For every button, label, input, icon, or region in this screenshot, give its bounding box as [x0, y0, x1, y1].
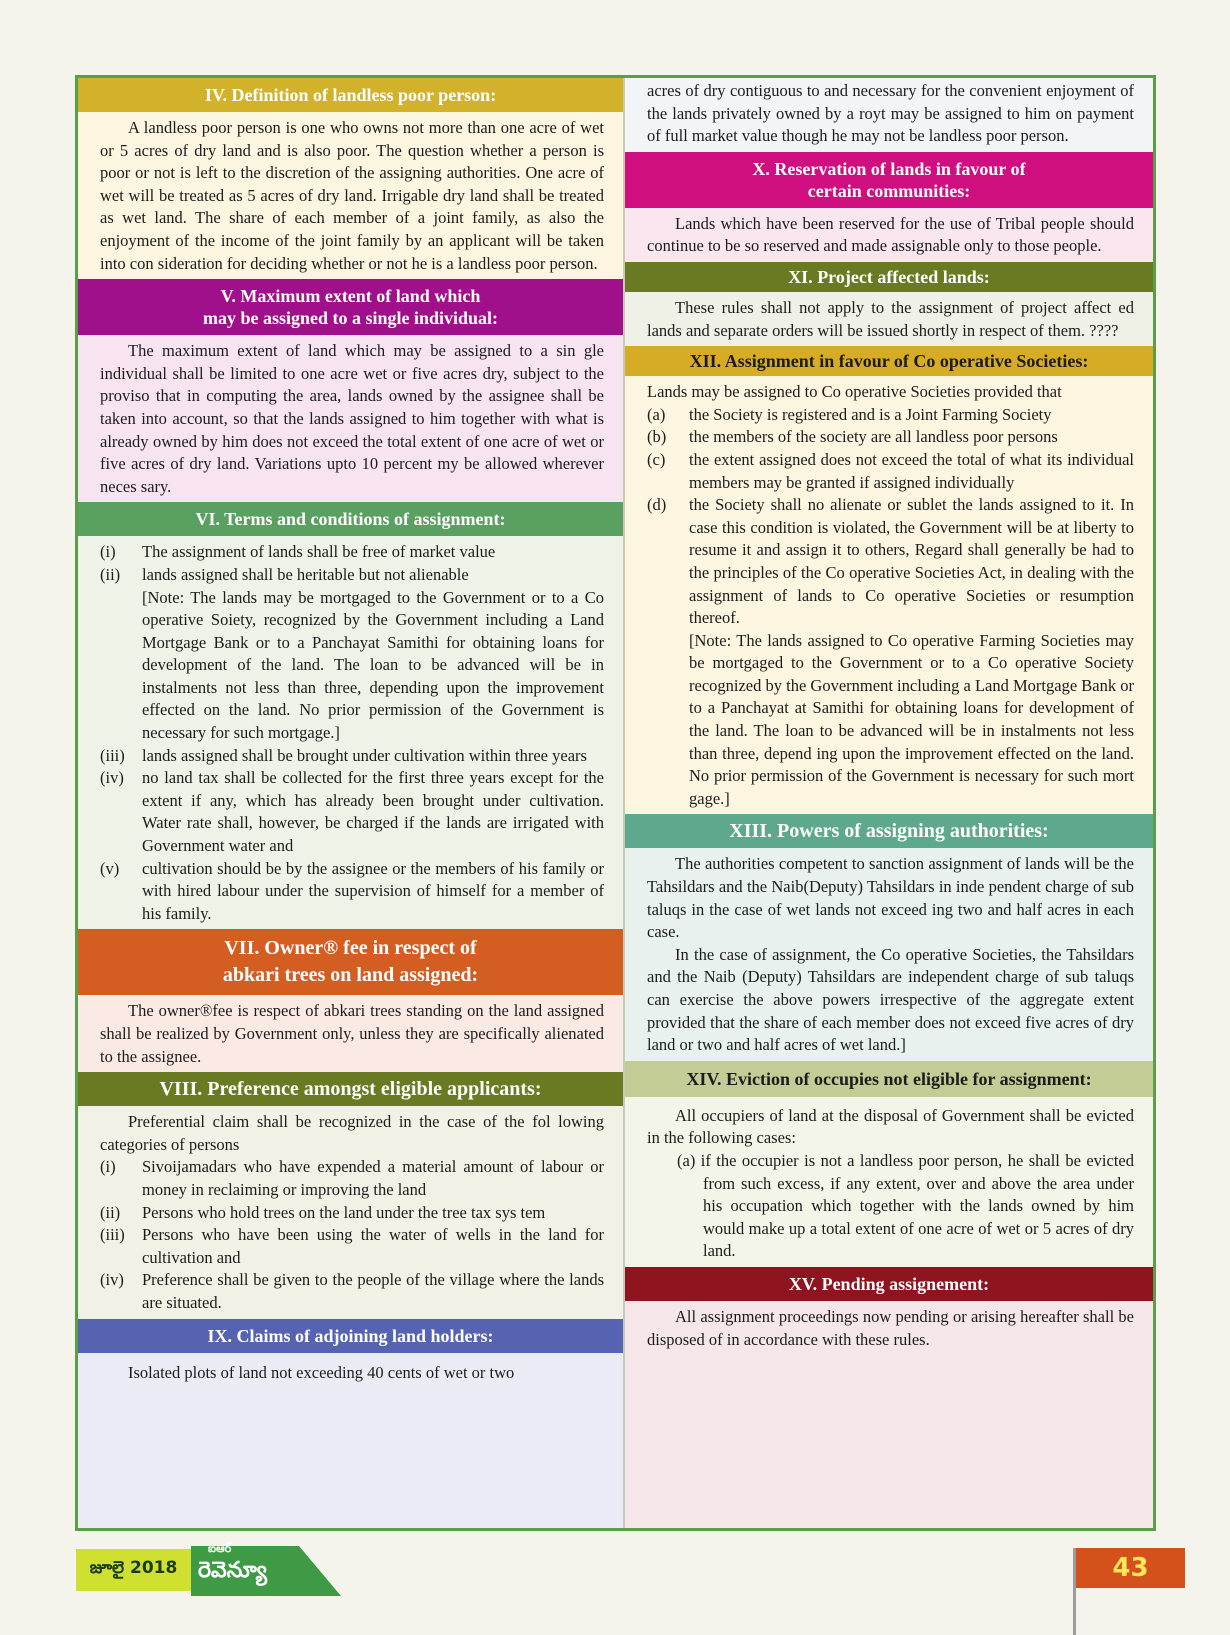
section-6-heading: VI. Terms and conditions of assignment: [78, 502, 623, 536]
section-11-heading: XI. Project affected lands: [625, 262, 1153, 292]
footer-issue-date: జూలై 2018 [76, 1549, 191, 1591]
section-10-body [625, 208, 1153, 262]
list-item: (iv) Preference shall be given to the people of the village where the lands are situated. [100, 1270, 604, 1312]
section-5-body [78, 335, 623, 502]
list-item: (ii) lands assigned shall be heritable but not alienable [100, 564, 469, 584]
section-11-body [625, 292, 1153, 346]
section-8-intro: Preferential claim shall be recognized in the case of the fol lowing categories of persons [100, 1112, 604, 1154]
section-9-body [78, 1353, 623, 1528]
section-10-text: Lands which have been reserved for the use of Tribal people should continue to be so reserved and made assignable only to those people. [647, 213, 1134, 256]
section-7-heading [78, 929, 623, 995]
section-12-intro: Lands may be assigned to Co operative Societies provided that [647, 382, 1062, 402]
section-14-intro: All occupiers of land at the disposal of Government shall be evicted in the following cases: [647, 1105, 1134, 1148]
section-10-heading [625, 152, 1153, 208]
section-12-body [625, 376, 1153, 814]
section-7-text: The owner®fee is respect of abkari trees standing on the land assigned shall be realized by Government only, unless they are specifically alienated to the assignee. [100, 1001, 604, 1066]
section-10-heading-line1: X. Reservation of lands in favour of [752, 158, 1026, 179]
section-5-heading-line1: V. Maximum extent of land which [220, 286, 481, 307]
list-item: (v) cultivation should be by the assignee or the members of his family or with hired labour under the supervision of himself for a member of his family. [100, 858, 604, 923]
section-5-heading [78, 279, 623, 335]
list-item: (ii) Persons who hold trees on the land under the tree tax sys tem [100, 1202, 546, 1222]
list-item: (a) the Society is registered and is a Joint Farming Society [647, 404, 1052, 424]
section-9-continued-text: acres of dry contiguous to and necessary for the convenient enjoyment of the lands privately owned by a royt may be assigned to him on payment of full market value though he may not be landless poor person. [647, 81, 1134, 146]
section-4-heading: IV. Definition of landless poor person: [78, 78, 623, 112]
section-7-body [78, 995, 623, 1072]
section-11-text: These rules shall not apply to the assignment of project affect ed lands and separate orders will be issued shortly in respect of them. ???? [647, 297, 1134, 340]
section-6-note: [Note: The lands may be mortgaged to the Government or to a Co operative Soiety, recognized by the Government including a Land Mortgage Bank or to a Panchayat Samithi for obtaining loans for development of the land. The loan to be advanced will be in instalments not less than three, depending upon the improvement effected on the land. No prior permission of the Government is necessary for such mortgage.] [142, 587, 604, 743]
section-9-continued [625, 78, 1153, 152]
section-5-heading-line2: may be assigned to a single individual: [202, 308, 499, 329]
list-item: (iv) no land tax shall be collected for the first three years except for the extent if any, which has already been brought under cultivation. Water rate shall, however, be charged if the lands are irrigated with Government water and [100, 768, 604, 856]
section-12-note: [Note: The lands assigned to Co operative Farming Societies may be mortgaged to the Government or to a Co operative Society recognized by the Government including a Land Mortgage Bank or to a Panchayat at Samithi for obtaining loans for development of the land. The loan to be advanced will be in instalments not less than three, depend ing upon the improvement effected on the land. No prior permission of the Government is necessary for such mort gage.] [689, 630, 1134, 808]
section-13-heading: XIII. Powers of assigning authorities: [625, 814, 1153, 848]
list-item: (iii) Persons who have been using the water of wells in the land for cultivation and [100, 1225, 604, 1267]
section-13-body [625, 848, 1153, 1060]
section-6-body [78, 536, 623, 929]
section-9-heading: IX. Claims of adjoining land holders: [78, 1319, 623, 1353]
list-item: (b) the members of the society are all landless poor persons [647, 427, 1058, 447]
section-8-body [78, 1106, 623, 1318]
list-item: (d) the Society shall no alienate or sublet the lands assigned to it. In case this condition is violated, the Government will be at liberty to resume it and assign it to others, Regard shall generally be had to the principles of the Co operative Societies Act, in dealing with the assignment of lands to Co operative Societies or resumption thereof. [647, 495, 1134, 628]
list-item: (i) Sivoijamadars who have expended a material amount of labour or money in reclaiming or improving the land [100, 1157, 604, 1199]
page-number: 43 [1076, 1548, 1185, 1588]
section-15-heading: XV. Pending assignement: [625, 1267, 1153, 1301]
section-4-body [78, 112, 623, 279]
section-5-text: The maximum extent of land which may be assigned to a sin gle individual shall be limited to one acre wet or five acres dry, subject to the proviso that in computing the area, lands owned by the assignee shall be taken into account, so that the lands assigned to him together with what is already owned by him does not exceed the total extent of one acre of wet or five acres of dry land. Variations upto 10 percent my be allowed wherever neces sary. [100, 341, 604, 496]
section-10-heading-line2: certain communities: [807, 180, 971, 201]
section-9-text: Isolated plots of land not exceeding 40 cents of wet or two [128, 1362, 515, 1382]
section-4-text: A landless poor person is one who owns not more than one acre of wet or 5 acres of dry land and is also poor. The question whether a person is poor or not is left to the discretion of the assigning authorities. One acre of wet will be treated as 5 acres of dry land. Irrigable dry land shall be treated as wet land. The share of each member of a joint family, as also the enjoyment of the income of the joint family by an applicant will be taken into con sideration for deciding whether or not he is a landless poor person. [100, 118, 604, 273]
section-14-heading: XIV. Eviction of occupies not eligible for assignment: [625, 1061, 1153, 1097]
section-13-para-2: In the case of assignment, the Co operative Societies, the Tahsildars and the Naib (Deputy) Tahsildars are independent charge of sub taluqs can exercise the above powers irrespective of the aggregate extent provided that the share of each member does not exceed five acres of dry land or two and half acres of wet land.] [647, 944, 1134, 1055]
section-15-text: All assignment proceedings now pending or arising hereafter shall be disposed of in accordance with these rules. [647, 1306, 1134, 1349]
list-item: (iii) lands assigned shall be brought under cultivation within three years [100, 745, 587, 765]
list-item: (i) The assignment of lands shall be free of market value [100, 542, 496, 562]
section-12-heading: XII. Assignment in favour of Co operative Societies: [625, 346, 1153, 376]
list-item: (c) the extent assigned does not exceed the total of what its individual members may be granted if assigned individually [647, 449, 1134, 492]
footer-brand-top-logo: ఐఆర్ [208, 1542, 232, 1555]
section-13-para-1: The authorities competent to sanction assignment of lands will be the Tahsildars and the Naib(Deputy) Tahsildars in inde pendent charge of sub taluqs in the case of wet lands not exceed ing two and half acres in each case. [647, 854, 1134, 942]
section-7-heading-line2: abkari trees on land assigned: [222, 964, 479, 987]
section-14-body [625, 1097, 1153, 1267]
section-15-body [625, 1301, 1153, 1528]
section-8-heading: VIII. Preference amongst eligible applicants: [78, 1072, 623, 1106]
section-14-clause-a: (a) if the occupier is not a landless poor person, he shall be evicted from such excess, if any extent, over and above the area under his occupation which together with the lands owned by him would make up a total extent of one acre of wet or 5 acres of dry land. [677, 1150, 1134, 1261]
right-column [625, 78, 1153, 1528]
page-frame [75, 75, 1156, 1531]
footer-magazine-name: రెవెన్యూ [198, 1558, 267, 1583]
left-column [78, 78, 623, 1528]
section-7-heading-line1: VII. Owner® fee in respect of [224, 937, 477, 960]
